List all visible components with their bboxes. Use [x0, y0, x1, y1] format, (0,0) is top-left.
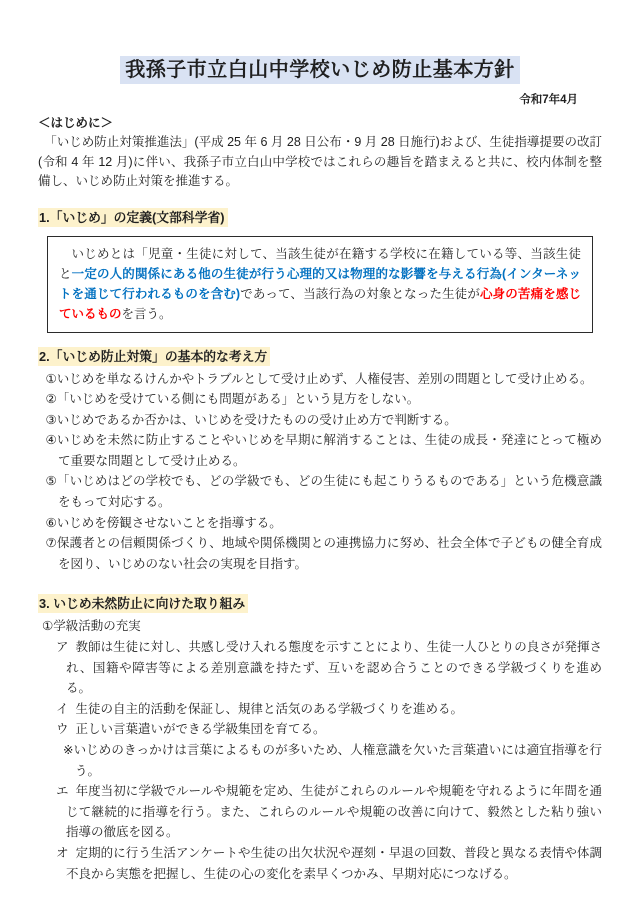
section2-heading-text: 2.「いじめ防止対策」の基本的な考え方: [38, 347, 270, 366]
measure-item-i: [56, 699, 602, 720]
measure-marker-e: エ: [56, 784, 69, 799]
measure-item-a: [56, 637, 602, 699]
definition-tail: を言う。: [121, 306, 172, 321]
measure-item-u: [56, 719, 602, 740]
section1-heading: [38, 209, 602, 227]
measure-item-e: [56, 781, 602, 843]
section3-heading-text: 3. いじめ未然防止に向けた取り組み: [38, 594, 248, 613]
measure-note-u: ※いじめのきっかけは言葉によるものが多いため、人権意識を欠いた言葉遣いには適宜指導を行う。: [63, 743, 602, 778]
document-date: 令和7年4月: [519, 94, 578, 106]
definition-blue-emphasis: 一定の人的関係にある他の生徒が行う心理的又は物理的な影響を与える行為(インターネットを通じて行われるものを含む): [59, 266, 581, 301]
policy-item-7: ⑦保護者との信頼関係づくり、地域や関係機関との連携協力に努め、社会全体で子どもの健全育成を図り、いじめのない社会の実現を目指す。: [45, 536, 602, 571]
policy-item-2: ②「いじめを受けている側にも問題がある」という見方をしない。: [45, 392, 420, 407]
measure-marker-i: イ: [56, 701, 69, 716]
definition-box: [47, 236, 593, 333]
page-title: [38, 56, 602, 84]
policy-item-6: ⑥いじめを傍観させないことを指導する。: [45, 515, 282, 530]
measure-text-u: 正しい言葉遣いができる学級集団を育てる。: [75, 722, 326, 737]
measure-text-o: 定期的に行う生活アンケートや生徒の出欠状況や遅刻・早退の回数、普段と異なる表情や体調不良から実態を把握し、生徒の心の変化を素早くつかみ、早期対応につなげる。: [66, 845, 602, 881]
section1-heading-text: 1.「いじめ」の定義(文部科学省): [38, 208, 228, 227]
definition-text: [59, 244, 581, 324]
measure-marker-o: オ: [56, 845, 69, 860]
policy-item-4: ④いじめを未然に防止することやいじめを早期に解消することは、生徒の成長・発達にとって極めて重要な問題として受け止める。: [45, 433, 602, 468]
measure-text-e: 年度当初に学級でルールや規範を定め、生徒がこれらのルールや規範を守れるように年間を通じて継続的に指導を行う。また、これらのルールや規範の改善に向けて、毅然とした粘り強い指導の徹底を図る。: [66, 784, 602, 840]
policy-list: [38, 369, 602, 575]
measure-item-o: [56, 843, 602, 884]
intro-paragraph: 「いじめ防止対策推進法」(平成 25 年 6 月 28 日公布・9 月 28 日施行)および、生徒指導提要の改訂(令和 4 年 12 月)に伴い、我孫子市立白山中学校ではこれらの趣旨を踏まえると共に、校内体制を整備し、いじめ防止対策を推進する。: [38, 135, 602, 188]
definition-middle: であって、当該行為の対象となった生徒が: [240, 286, 481, 301]
policy-item-5: ⑤「いじめはどの学校でも、どの学級でも、どの生徒にも起こりうるものである」という危機意識をもって対応する。: [45, 474, 602, 510]
definition-lead: いじめとは「児童・生徒に対して、当該生徒が在籍する学校に在籍している等、当該生徒と: [59, 246, 581, 281]
measures-list: [38, 637, 602, 884]
page-title-text: 我孫子市立白山中学校いじめ防止基本方針: [120, 56, 520, 84]
measure-text-i: 生徒の自主的活動を保証し、規律と活気のある学級づくりを進める。: [75, 701, 464, 716]
intro-heading: ＜はじめに＞: [38, 116, 114, 130]
measure-marker-a: ア: [56, 640, 69, 655]
section2-heading: [38, 348, 602, 366]
policy-item-1: ①いじめを単なるけんかやトラブルとして受け止めず、人権侵害、差別の問題として受け止める。: [45, 371, 593, 386]
measure-text-a: 教師は生徒に対し、共感し受け入れる態度を示すことにより、生徒一人ひとりの良さが発揮され、国籍や障害等による差別意識を持たず、互いを認め合うことのできる学級づくりを進める。: [66, 640, 602, 696]
measure-marker-u: ウ: [56, 722, 69, 737]
section3-heading: [38, 595, 602, 613]
policy-item-3: ③いじめであるか否かは、いじめを受けたものの受け止め方で判断する。: [45, 412, 457, 427]
definition-red-emphasis: 心身の苦痛を感じているもの: [59, 286, 581, 321]
subsection-heading: ①学級活動の充実: [42, 619, 141, 634]
